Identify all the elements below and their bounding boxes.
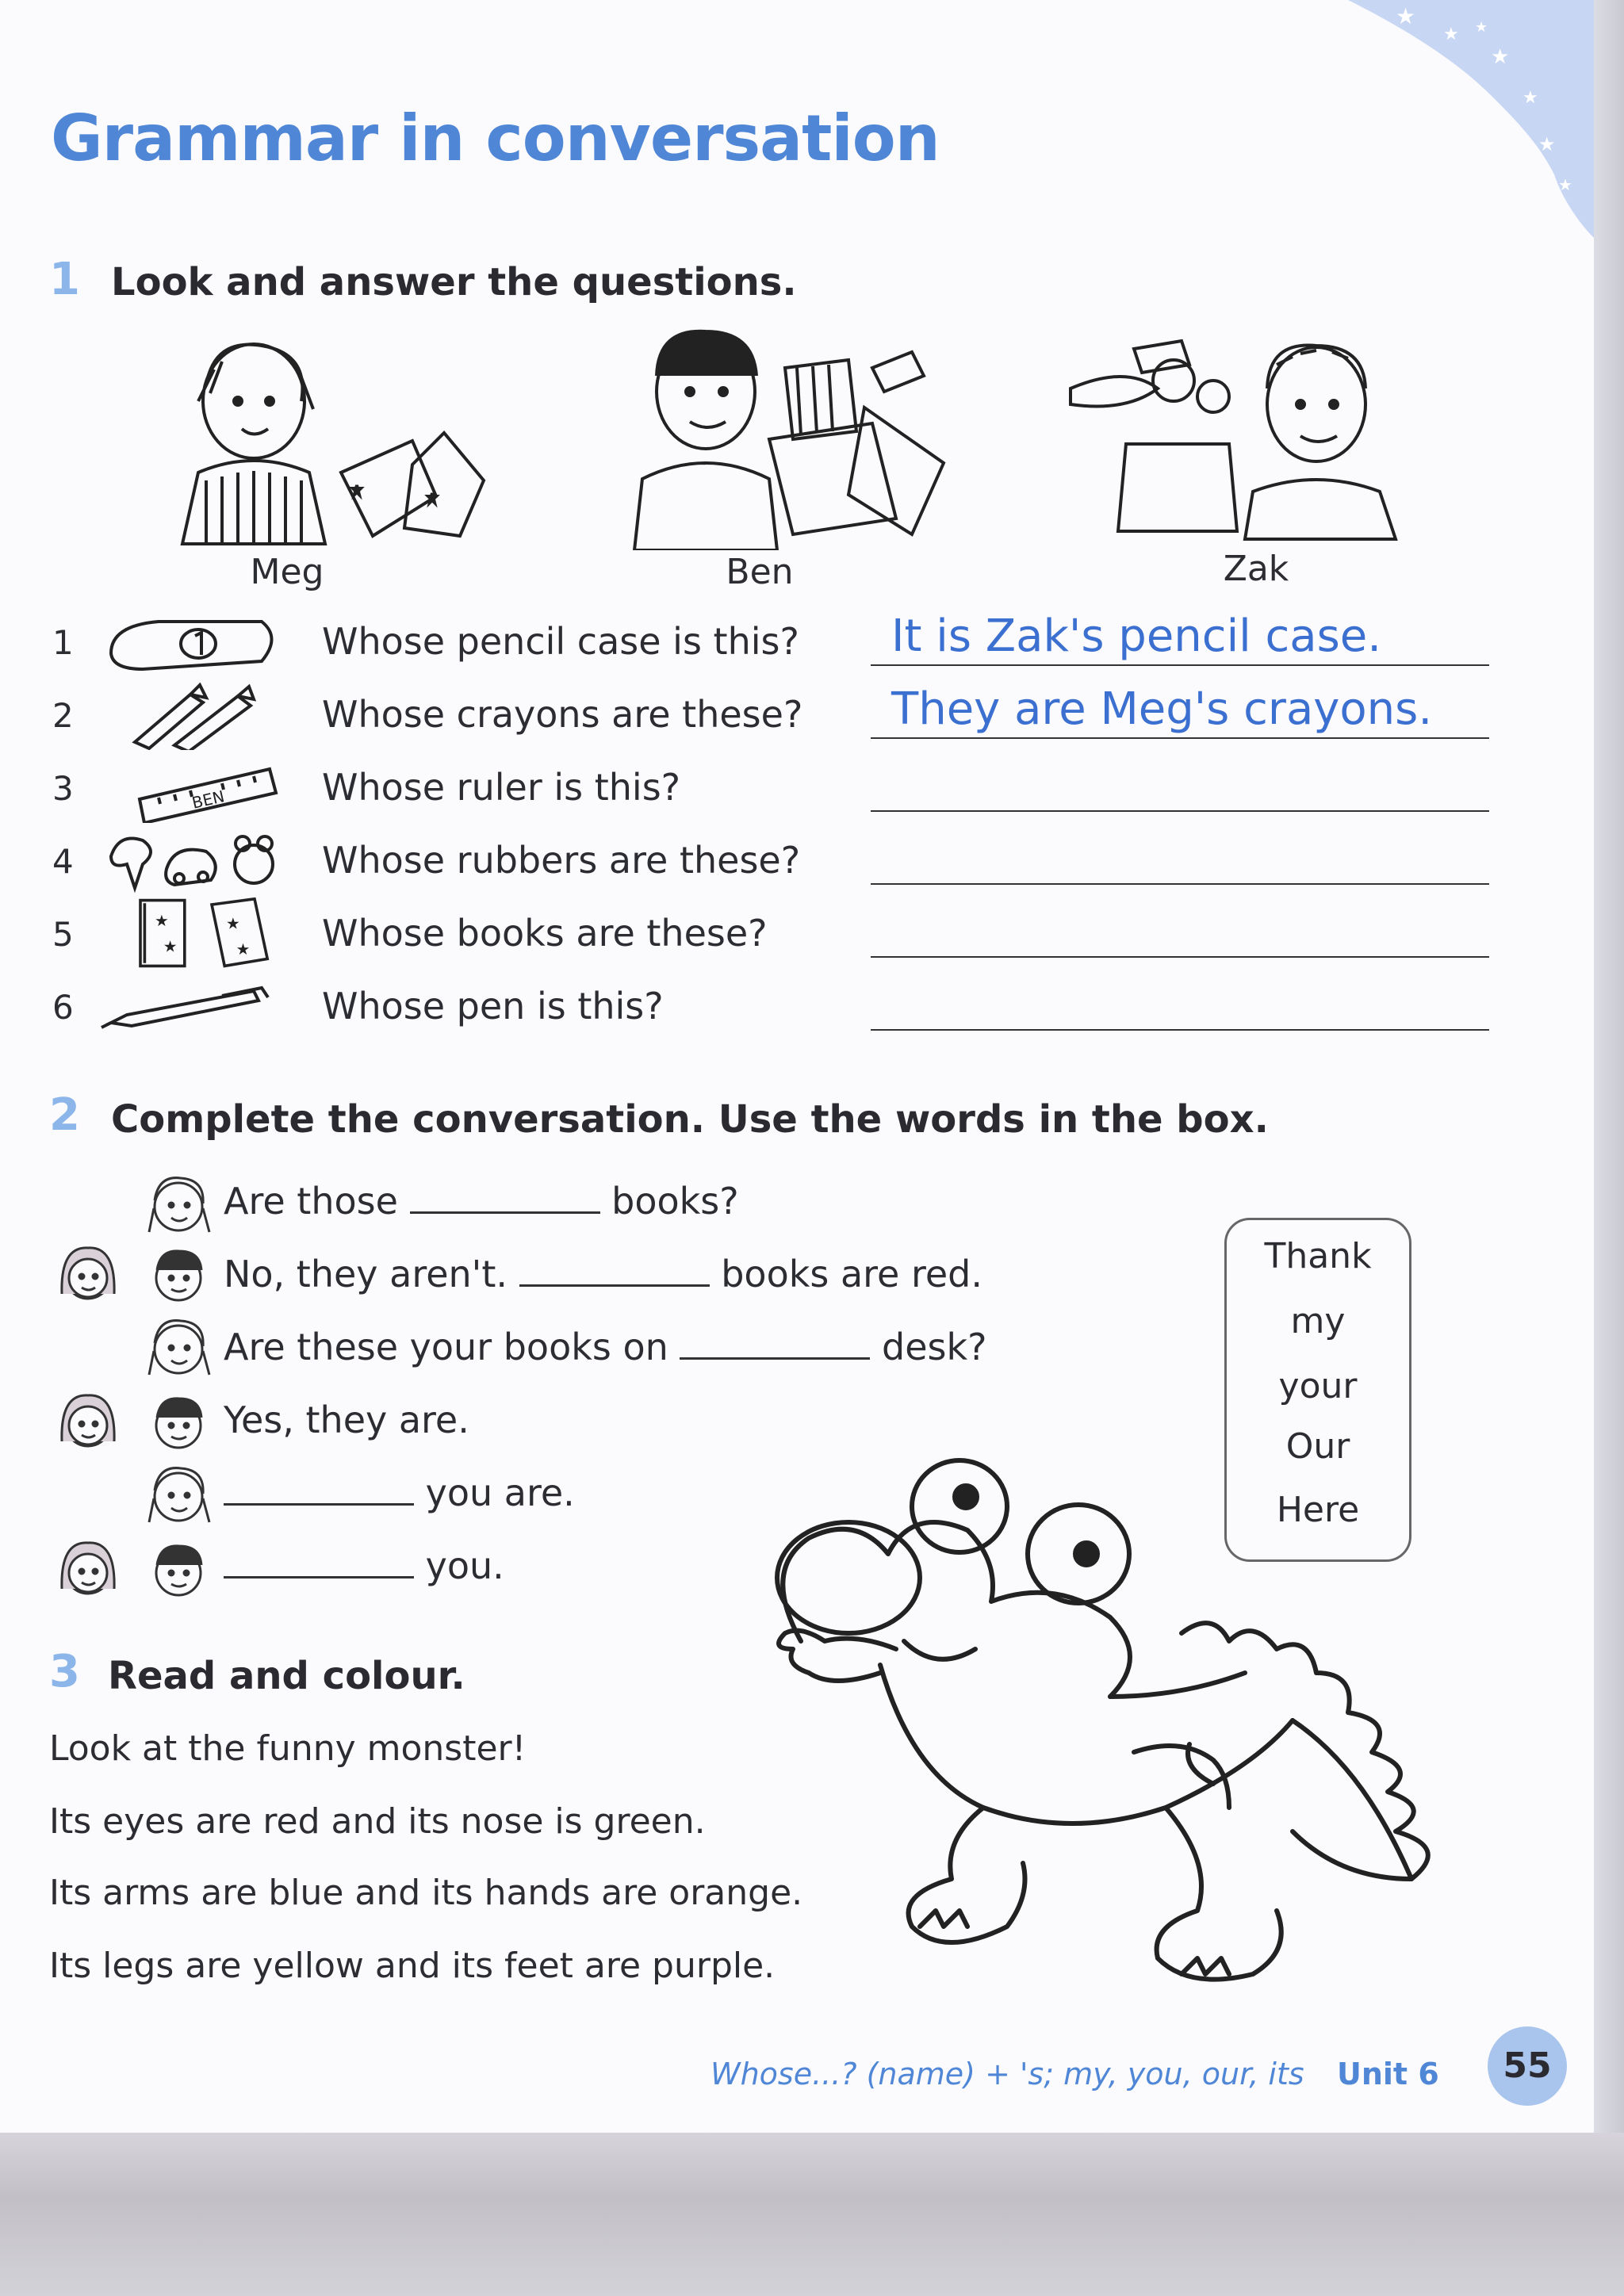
page-number-badge: 55: [1488, 2026, 1567, 2106]
line-text-before: Are these your books on: [224, 1326, 668, 1368]
answer-line[interactable]: [871, 810, 1489, 812]
question-number: 5: [52, 915, 74, 954]
section-3-heading: Read and colour.: [108, 1654, 465, 1698]
read-text-line: Look at the funny monster!: [49, 1728, 527, 1769]
blank-field[interactable]: [680, 1326, 870, 1360]
star-corner-decoration: [1237, 0, 1594, 238]
monster-illustration[interactable]: [737, 1435, 1522, 2022]
blank-field[interactable]: [519, 1253, 710, 1287]
line-text-before: Yes, they are.: [224, 1399, 469, 1441]
pencil-case-icon: [95, 606, 285, 677]
line-text-after: you are.: [425, 1471, 575, 1514]
question-row-1: [0, 606, 1594, 677]
pen-icon: [95, 970, 285, 1042]
conversation-line-3: [0, 1314, 1110, 1386]
question-row-3: [0, 752, 1594, 823]
word-box-item: my: [1290, 1301, 1346, 1341]
read-text-line: Its eyes are red and its nose is green.: [49, 1801, 706, 1842]
blank-field[interactable]: [224, 1471, 414, 1506]
page-title: Grammar in conversation: [51, 101, 940, 175]
svg-text:★: ★: [155, 912, 169, 930]
svg-text:★: ★: [1396, 3, 1416, 29]
answer-line[interactable]: [871, 956, 1489, 958]
page-binding-edge: [1594, 0, 1624, 2133]
section-2-heading: Complete the conversation. Use the words in the box.: [111, 1097, 1269, 1142]
word-box-item: Our: [1285, 1426, 1350, 1467]
section-1-number: 1: [49, 254, 80, 305]
word-box-item: Thank: [1264, 1236, 1372, 1276]
ruler-icon: [95, 752, 285, 823]
question-number: 4: [52, 842, 74, 881]
answer-line[interactable]: [871, 737, 1489, 739]
question-row-2: [0, 679, 1594, 750]
word-box-item: Here: [1276, 1490, 1360, 1530]
read-text-line: Its arms are blue and its hands are orange.: [49, 1873, 803, 1913]
question-row-4: [0, 825, 1594, 896]
scan-shadow-area: [0, 2133, 1624, 2296]
question-text: Whose pencil case is this?: [322, 620, 799, 663]
books-icon: [95, 897, 285, 969]
question-text: Whose ruler is this?: [322, 766, 681, 809]
crayons-icon: [95, 679, 285, 750]
word-box-item: your: [1278, 1366, 1358, 1406]
line-text-before: No, they aren't.: [224, 1253, 508, 1295]
line-text-after: desk?: [882, 1326, 987, 1368]
svg-text:★: ★: [1475, 19, 1488, 36]
ben-label: Ben: [726, 552, 794, 592]
answer-line[interactable]: [871, 1029, 1489, 1031]
line-text-before: Are those: [224, 1180, 398, 1223]
svg-text:★: ★: [1538, 133, 1556, 155]
answer-line[interactable]: [871, 883, 1489, 885]
blank-field[interactable]: [410, 1180, 600, 1214]
question-number: 2: [52, 696, 74, 735]
question-text: Whose books are these?: [322, 912, 768, 955]
zak-illustration: [1055, 325, 1411, 547]
question-text: Whose crayons are these?: [322, 693, 803, 736]
footer-unit-label: Unit 6: [1337, 2057, 1439, 2091]
question-row-6: [0, 970, 1594, 1042]
question-number: 6: [52, 988, 74, 1027]
question-text: Whose rubbers are these?: [322, 839, 801, 882]
read-text-line: Its legs are yellow and its feet are purple.: [49, 1946, 776, 1986]
ben-illustration: [611, 320, 975, 550]
svg-text:★: ★: [163, 937, 178, 956]
svg-text:★: ★: [1443, 25, 1459, 44]
section-3-number: 3: [49, 1646, 80, 1697]
footer-grammar-note: Whose...? (name) + 's; my, you, our, its: [710, 2057, 1304, 2091]
line-text-after: books?: [611, 1180, 739, 1223]
line-text-after: books are red.: [721, 1253, 982, 1295]
svg-text:★: ★: [1522, 88, 1538, 108]
meg-label: Meg: [250, 552, 324, 592]
answer-handwritten[interactable]: They are Meg's crayons.: [891, 683, 1433, 735]
blank-field[interactable]: [224, 1544, 414, 1578]
rubbers-icon: [95, 825, 285, 896]
conversation-line-2: [0, 1242, 1110, 1313]
conversation-line-1: [0, 1169, 1110, 1240]
question-number: 1: [52, 623, 74, 662]
svg-text:★: ★: [226, 914, 240, 933]
svg-text:★: ★: [1491, 45, 1510, 69]
question-number: 3: [52, 769, 74, 808]
section-2-number: 2: [49, 1089, 80, 1141]
answer-line[interactable]: [871, 664, 1489, 666]
svg-text:★: ★: [1558, 175, 1572, 194]
ruler-label: BEN: [190, 786, 227, 813]
zak-label: Zak: [1223, 549, 1289, 589]
svg-text:★: ★: [236, 940, 251, 959]
meg-illustration: [143, 338, 515, 552]
section-1-heading: Look and answer the questions.: [111, 260, 797, 304]
question-row-5: [0, 897, 1594, 969]
answer-handwritten[interactable]: It is Zak's pencil case.: [891, 610, 1382, 662]
line-text-after: you.: [425, 1544, 504, 1587]
question-text: Whose pen is this?: [322, 985, 664, 1027]
